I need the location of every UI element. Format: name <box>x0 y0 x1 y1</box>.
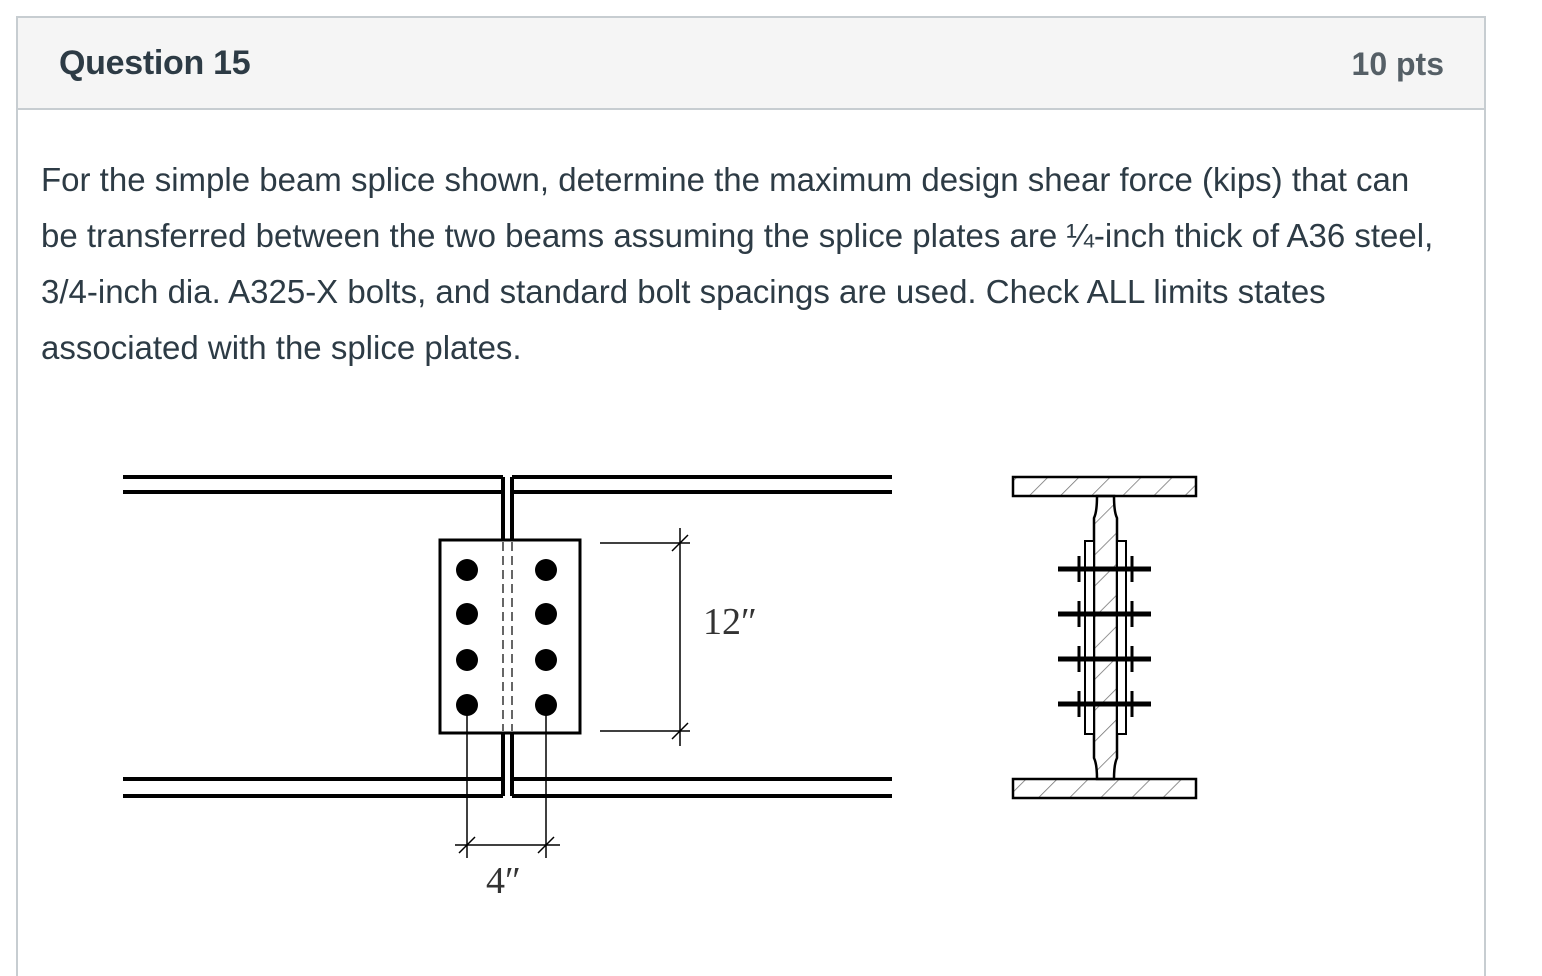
question-title: Question 15 <box>59 44 251 82</box>
question-points: 10 pts <box>1351 46 1444 82</box>
gauge-dimension-label: 4″ <box>486 860 521 902</box>
beam-cross-section <box>1013 477 1196 798</box>
height-dimension <box>600 528 690 746</box>
height-dimension-label: 12″ <box>703 601 757 643</box>
question-body: For the simple beam splice shown, determine the maximum design shear force (kips) that can be transferred between the two beams assuming the splice plates are ¼-inch thick of A36 steel, 3/4-inch dia. A325-X bolts, and standard bolt spacings are used. Check ALL limits states associated with the splice plates. <box>41 161 1434 366</box>
